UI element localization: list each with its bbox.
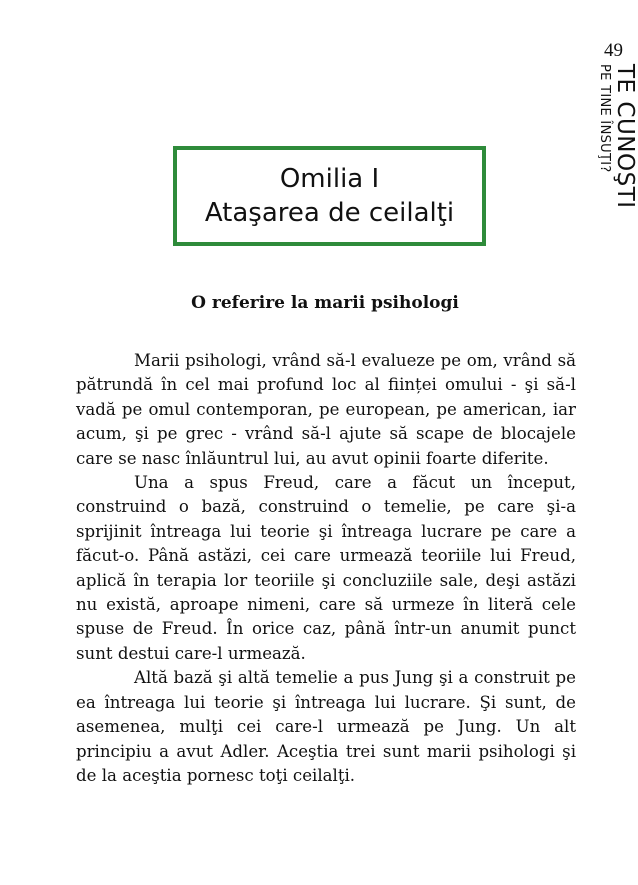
chapter-title-line1: Omilia I bbox=[279, 164, 380, 194]
paragraph-3: Altă bază şi altă temelie a pus Jung şi a construit pe ea întreaga lui teorie şi întreaga lui lucrare. Şi sunt, de asemenea, mulţi cei care-l urmează pe Jung. Un alt principiu a avut Adler. Aceştia trei sunt marii psihologi şi de la aceştia pornesc toţi ceilalţi. bbox=[76, 668, 576, 785]
paragraph-1: Marii psihologi, vrând să-l evalueze pe om, vrând să pătrundă în cel mai profund loc al ființei omului - şi să-l vadă pe omul contemporan, pe european, pe american, iar acum, şi pe grec - vrând să-l ajute să scape de blocajele care se nasc înlăuntrul lui, au avut opinii foarte diferite. bbox=[76, 351, 576, 468]
running-header-subtitle: PE TINE ÎNSUŢI? bbox=[597, 64, 612, 173]
paragraph-2: Una a spus Freud, care a făcut un început, construind o bază, construind o temelie, pe care şi-a sprijinit întreaga lui teorie şi întreaga lucrare pe care a făcut-o. Până astăzi, cei care urmează teoriile lui Freud, aplică în terapia lor teoriile şi concluziile sale, deşi astăzi nu există, aproape nimeni, care să urmeze în literă cele spuse de Freud. În orice caz, până într-un anumit punct sunt destui care-l urmează. bbox=[76, 473, 576, 663]
chapter-title-line2: Ataşarea de ceilalţi bbox=[204, 198, 455, 228]
page-number: 49 bbox=[604, 40, 623, 61]
running-header-title: TE CUNOŞTI bbox=[612, 64, 638, 209]
running-header bbox=[578, 64, 638, 264]
chapter-title-box bbox=[173, 146, 486, 246]
body-text bbox=[76, 349, 576, 788]
section-heading: O referire la marii psihologi bbox=[191, 293, 459, 313]
